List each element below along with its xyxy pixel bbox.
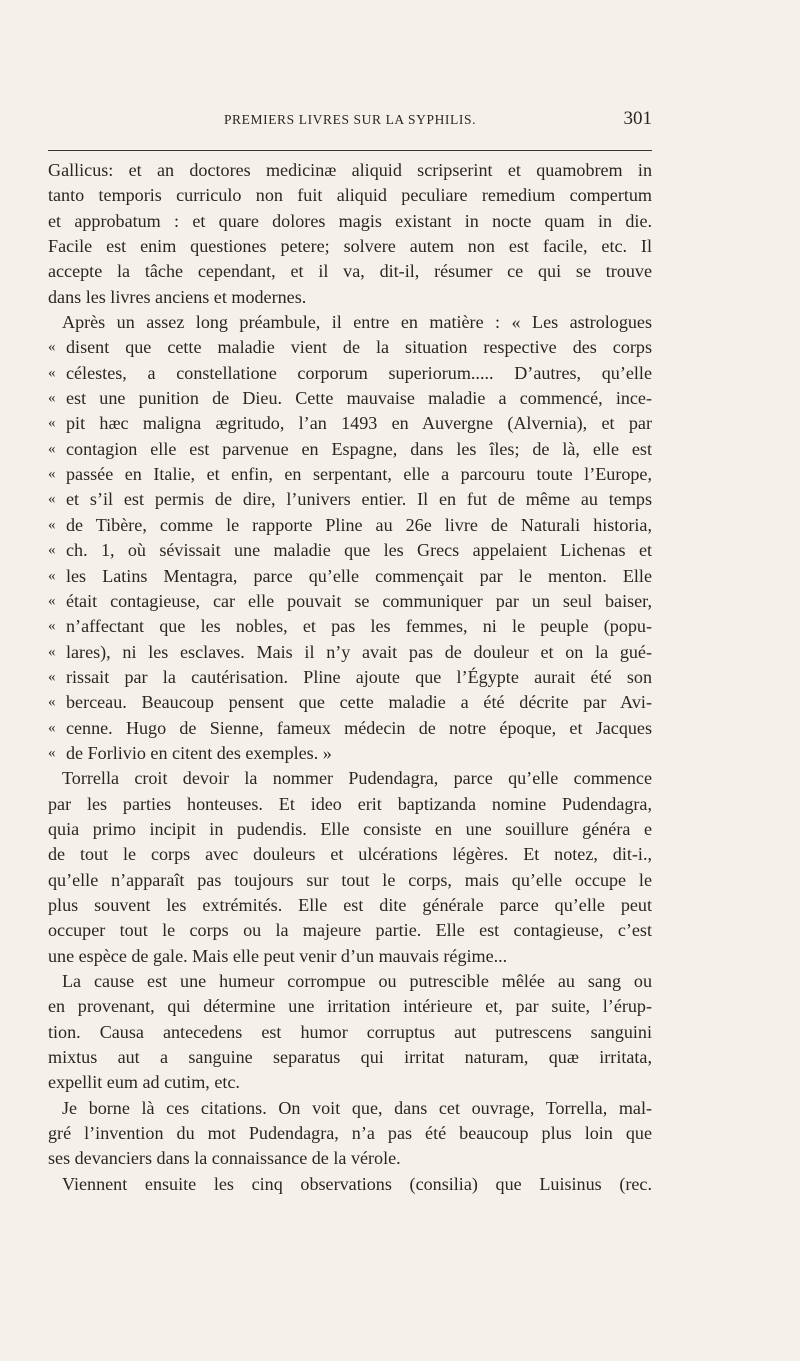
text-line: par les parties honteuses. Et ideo erit baptizanda nomine Pudendagra, (48, 793, 652, 814)
text-line: qu’elle n’apparaît pas toujours sur tout le corps, mais qu’elle occupe le (48, 869, 652, 890)
text-line: les Latins Mentagra, parce qu’elle commençait par le menton. Elle (66, 565, 652, 586)
text-line: berceau. Beaucoup pensent que cette maladie a été décrite par Avi- (66, 692, 652, 713)
text-line: Facile est enim questiones petere; solvere autem non est facile, etc. Il (48, 236, 652, 257)
text-line: dans les livres anciens et modernes. (48, 286, 307, 307)
quote-mark: « (48, 415, 56, 432)
quoted-line (48, 462, 652, 487)
text-line: gré l’invention du mot Pudendagra, n’a pas été beaucoup plus loin que (48, 1123, 652, 1144)
quote-mark: « (48, 618, 56, 635)
text-line: pit hæc maligna ægritudo, l’an 1493 en Auvergne (Alvernia), et par (66, 413, 652, 434)
text-line: rissait par la cautérisation. Pline ajoute que l’Égypte aurait été son (66, 666, 652, 687)
quoted-line (48, 487, 652, 512)
quote-mark: « (48, 542, 56, 559)
text-line: en provenant, qui détermine une irritation intérieure et, par suite, l’érup- (48, 996, 652, 1017)
body-text (48, 158, 652, 1197)
text-line: La cause est une humeur corrompue ou putrescible mêlée au sang ou (62, 971, 652, 991)
quoted-line (48, 538, 652, 563)
quoted-line (48, 411, 652, 436)
text-line: quia primo incipit in pudendis. Elle consiste en une souillure généra e (48, 818, 652, 839)
text-line: était contagieuse, car elle pouvait se communiquer par un seul baiser, (66, 590, 652, 611)
text-line: Torrella croit devoir la nommer Pudendagra, parce qu’elle commence (62, 768, 652, 789)
quoted-line (48, 665, 652, 690)
quote-mark: « (48, 643, 56, 660)
quoted-line (48, 640, 652, 665)
text-line: contagion elle est parvenue en Espagne, dans les îles; de là, elle est (66, 438, 652, 459)
text-line: et approbatum : et quare dolores magis existant in nocte quam in die. (48, 210, 652, 231)
text-line: tion. Causa antecedens est humor corruptus aut putrescens sanguini (48, 1021, 652, 1042)
quote-mark: « (48, 668, 56, 685)
quote-mark: « (48, 466, 56, 483)
header-rule (48, 150, 652, 151)
quote-mark: « (48, 364, 56, 381)
text-line: et s’il est permis de dire, l’univers entier. Il en fut de même au temps (66, 489, 652, 510)
text-line: cenne. Hugo de Sienne, fameux médecin de notre époque, et Jacques (66, 717, 652, 738)
quoted-line (48, 513, 652, 538)
text-line: expellit eum ad cutim, etc. (48, 1072, 240, 1093)
quote-mark: « (48, 744, 56, 761)
text-line: de Tibère, comme le rapporte Pline au 26e livre de Naturali historia, (66, 514, 652, 535)
quote-mark: « (48, 592, 56, 609)
running-title: PREMIERS LIVRES SUR LA SYPHILIS. (223, 112, 477, 127)
quote-mark: « (48, 719, 56, 736)
quote-mark: « (48, 491, 56, 508)
text-line: mixtus aut a sanguine separatus qui irritat naturam, quæ irritata, (48, 1047, 652, 1068)
text-line: Après un assez long préambule, il entre en matière : « Les astrologues (62, 312, 652, 333)
text-line: de Forlivio en citent des exemples. » (66, 742, 332, 763)
text-line: lares), ni les esclaves. Mais il n’y avait pas de douleur et on la gué- (66, 641, 652, 662)
quoted-line (48, 716, 652, 741)
quoted-line (48, 741, 652, 766)
text-line: Je borne là ces citations. On voit que, dans cet ouvrage, Torrella, mal- (62, 1097, 652, 1118)
text-line: tanto temporis curriculo non fuit aliquid peculiare remedium compertum (48, 185, 652, 206)
quoted-line (48, 589, 652, 614)
text-line: accepte la tâche cependant, et il va, dit-il, résumer ce qui se trouve (48, 261, 652, 282)
text-line: ses devanciers dans la connaissance de la vérole. (48, 1148, 401, 1169)
text-line: est une punition de Dieu. Cette mauvaise maladie a commencé, ince- (66, 388, 652, 409)
quote-mark: « (48, 516, 56, 533)
text-line: Viennent ensuite les cinq observations (consilia) que Luisinus (rec. (62, 1173, 652, 1194)
quoted-line (48, 386, 652, 411)
quote-mark: « (48, 390, 56, 407)
quote-mark: « (48, 339, 56, 356)
text-line: ch. 1, où sévissait une maladie que les Grecs appelaient Lichenas et (66, 540, 652, 561)
page-header (48, 106, 652, 136)
text-line: Gallicus: et an doctores medicinæ aliquid scripserint et quamobrem in (48, 160, 652, 180)
quote-mark: « (48, 440, 56, 457)
quoted-line (48, 335, 652, 360)
page-number: 301 (623, 108, 652, 129)
text-line: plus souvent les extrémités. Elle est dite générale parce qu’elle peut (48, 894, 652, 915)
quote-mark: « (48, 694, 56, 711)
quoted-line (48, 361, 652, 386)
quoted-line (48, 614, 652, 639)
quote-mark: « (48, 567, 56, 584)
text-line: de tout le corps avec douleurs et ulcérations légères. Et notez, dit-i., (48, 844, 652, 865)
text-line: n’affectant que les nobles, et pas les femmes, ni le peuple (popu- (66, 616, 652, 637)
quoted-line (48, 690, 652, 715)
text-line: disent que cette maladie vient de la situation respective des corps (66, 337, 652, 358)
text-line: célestes, a constellatione corporum superiorum..... D’autres, qu’elle (66, 362, 652, 383)
text-line: passée en Italie, et enfin, en serpentant, elle a parcouru toute l’Europe, (66, 464, 652, 485)
text-line: une espèce de gale. Mais elle peut venir d’un mauvais régime... (48, 945, 508, 966)
text-line: occuper tout le corps ou la majeure partie. Elle est contagieuse, c’est (48, 920, 652, 941)
quoted-line (48, 437, 652, 462)
quoted-line (48, 564, 652, 589)
